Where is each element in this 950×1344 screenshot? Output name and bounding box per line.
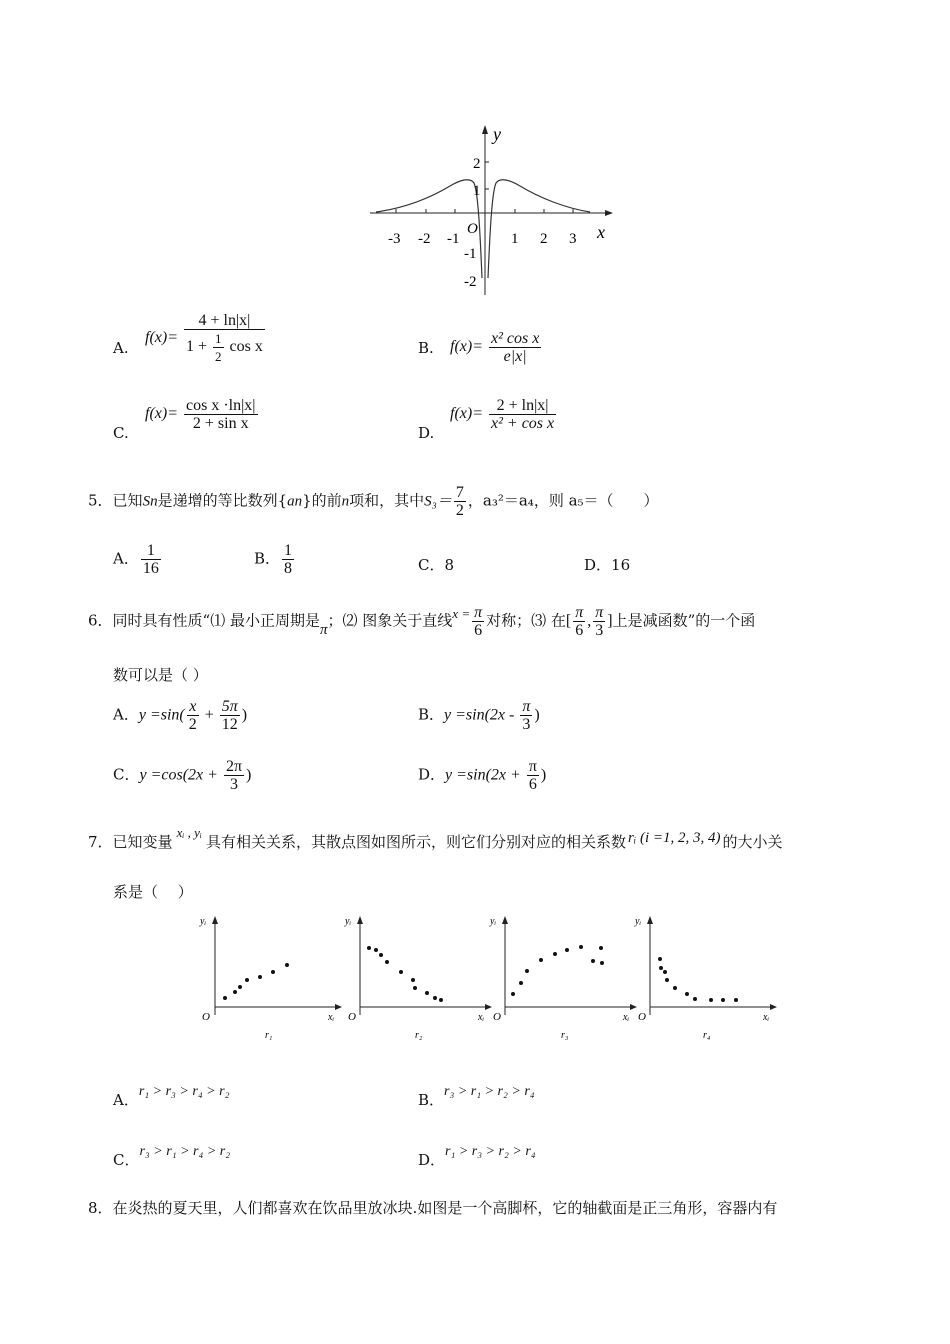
fraction: $\frac{1}{16}$ <box>142 542 159 577</box>
option-letter: B． <box>254 549 281 568</box>
numerator: x² cos x <box>491 330 540 347</box>
question-number: 7． <box>88 833 113 851</box>
option-letter: B． <box>418 705 445 724</box>
q6-option-b[interactable]: B．y =sin(2x - $\frac{\pi}{3}$ ) <box>418 698 540 733</box>
x-tick-label: 1 <box>511 231 519 247</box>
option-c[interactable] <box>113 423 129 443</box>
question-number: 6． <box>88 611 113 630</box>
denominator: 1 + $\frac{1}{2}$ cos x <box>186 331 263 364</box>
denominator: x² + cos x <box>491 415 555 432</box>
svg-text:O: O <box>638 1011 646 1023</box>
question-6-line2: 数可以是（ ） <box>113 666 208 684</box>
origin-label: O <box>467 221 478 237</box>
option-letter: D． <box>418 1151 446 1169</box>
fraction: $\frac{1}{8}$ <box>284 542 293 577</box>
option-value: r₃ > r₁ > r₂ > r₄ <box>444 1084 535 1099</box>
formula-lhs: f(x)= <box>145 405 178 423</box>
option-value: r₁ > r₃ > r₄ > r₂ <box>138 1084 230 1099</box>
svg-text:r₃: r₃ <box>561 1030 569 1041</box>
fraction <box>184 312 265 365</box>
q5-option-d[interactable] <box>584 555 630 575</box>
fraction: $\frac{5\pi}{12}$ <box>221 698 238 733</box>
function-curve <box>376 180 590 278</box>
fraction <box>489 330 541 365</box>
option-letter: D． <box>584 556 612 574</box>
question-number: 5． <box>88 491 113 510</box>
q5-option-a[interactable] <box>113 542 163 577</box>
option-letter: C． <box>113 1151 140 1169</box>
fraction: $\frac{\pi}{3}$ <box>522 698 531 733</box>
option-b-formula <box>450 330 543 365</box>
q5-option-b[interactable] <box>254 542 296 577</box>
formula-lhs: f(x)= <box>450 338 483 356</box>
q7-option-a[interactable] <box>113 1080 230 1109</box>
x-tick-label: -1 <box>447 231 460 247</box>
x-axis-label: x <box>597 222 605 242</box>
option-letter: A． <box>113 705 139 724</box>
option-letter: B. <box>418 339 434 357</box>
svg-text:yᵢ: yᵢ <box>345 916 352 927</box>
option-a[interactable] <box>113 338 129 358</box>
option-letter: C． <box>113 765 140 784</box>
svg-text:yᵢ: yᵢ <box>635 916 642 927</box>
svg-text:yᵢ: yᵢ <box>490 916 497 927</box>
y-axis-label: y <box>493 124 501 144</box>
question-7: 7．已知变量xᵢ , yᵢ具有相关关系，其散点图如图所示，则它们分别对应的相关系数 rᵢ (i =1, 2, 3, 4) 的大小关 <box>88 825 783 851</box>
option-letter: A. <box>113 339 129 357</box>
question-8: 8．在炎热的夏天里，人们都喜欢在饮品里放冰块.如图是一个高脚杯，它的轴截面是正三角形，容器内有 <box>88 1199 778 1217</box>
function-graph <box>360 120 620 305</box>
formula-lhs: f(x)= <box>145 329 178 347</box>
svg-text:O: O <box>493 1011 501 1023</box>
svg-text:xᵢ: xᵢ <box>478 1012 485 1023</box>
fraction: $\frac{\pi}{3}$ <box>595 604 604 639</box>
scatter-plot-4 <box>634 916 777 1041</box>
x-tick-label: -3 <box>388 231 401 247</box>
x-axis-arrow <box>605 210 613 216</box>
option-d-formula <box>450 397 558 432</box>
fraction: $\frac{\pi}{6}$ <box>474 604 483 639</box>
option-d[interactable] <box>418 423 434 443</box>
option-letter: A． <box>113 1091 139 1109</box>
question-6: 6．同时具有性质“⑴ 最小正周期是π；⑵ 图象关于直线x = $\frac{\pi}{6}$ 对称；⑶ 在[ $\frac{\pi}{6}$ , $\frac{\pi}{3}$ ]上是减函数”的一个函 <box>88 604 756 639</box>
x-tick-label: -2 <box>418 231 431 247</box>
option-value: 16 <box>611 556 631 574</box>
numerator: 4 + ln|x| <box>184 312 265 330</box>
formula-lhs: f(x)= <box>450 405 483 423</box>
x-tick-label: 3 <box>569 231 577 247</box>
y-axis-arrow <box>482 125 488 134</box>
question-number: 8． <box>88 1199 113 1217</box>
q6-option-a[interactable]: A．y =sin( $\frac{x}{2}$ + $\frac{5\pi}{12}$ ) <box>113 698 248 733</box>
denominator: e|x| <box>503 348 527 365</box>
question-5: 5．已知Sn是递增的等比数列{an}的前n项和，其中S₃＝ $\frac{7}{2}$ ，a₃²＝a₄，则 a₅＝（ ） <box>88 484 659 519</box>
option-letter: B． <box>418 1091 445 1109</box>
q6-option-c[interactable]: C．y =cos(2x + $\frac{2\pi}{3}$ ) <box>113 758 252 793</box>
option-letter: D. <box>418 424 435 442</box>
option-value: r₃ > r₁ > r₄ > r₂ <box>139 1144 231 1159</box>
svg-text:O: O <box>348 1011 356 1023</box>
fraction: $\frac{2\pi}{3}$ <box>225 758 243 793</box>
option-c-formula <box>145 397 260 432</box>
svg-text:r₂: r₂ <box>415 1030 423 1041</box>
fraction: $\frac{\pi}{6}$ <box>528 758 537 793</box>
svg-text:r₄: r₄ <box>703 1030 711 1041</box>
svg-text:xᵢ: xᵢ <box>763 1012 770 1023</box>
fraction <box>184 397 258 432</box>
fraction <box>489 397 556 432</box>
question-7-line2: 系是（ ） <box>113 883 193 901</box>
fraction: $\frac{7}{2}$ <box>455 484 464 519</box>
q6-option-d[interactable]: D．y =sin(2x + $\frac{\pi}{6}$ ) <box>418 758 547 793</box>
option-value: r₁ > r₃ > r₂ > r₄ <box>445 1144 536 1159</box>
scatter-plot-3 <box>489 916 637 1041</box>
numerator: cos x ·ln|x| <box>186 397 256 414</box>
q7-option-c[interactable] <box>113 1140 231 1169</box>
option-value: 8 <box>444 556 455 574</box>
y-tick-label: 1 <box>473 183 481 199</box>
svg-text:yᵢ: yᵢ <box>200 916 207 927</box>
y-tick-label: -2 <box>464 274 477 290</box>
option-a-formula <box>145 312 267 365</box>
numerator: 2 + ln|x| <box>489 397 556 415</box>
fraction: $\frac{x}{2}$ <box>188 698 197 733</box>
svg-text:r₁: r₁ <box>265 1030 273 1041</box>
option-letter: C． <box>418 556 445 574</box>
option-b[interactable] <box>418 338 434 358</box>
scatter-plot-1 <box>199 916 342 1041</box>
svg-text:O: O <box>202 1011 210 1023</box>
y-tick-label: -1 <box>464 246 477 262</box>
q5-option-c[interactable] <box>418 555 454 575</box>
q7-option-d[interactable] <box>418 1140 536 1169</box>
svg-text:xᵢ: xᵢ <box>328 1012 335 1023</box>
svg-text:xᵢ: xᵢ <box>623 1012 630 1023</box>
y-tick-label: 2 <box>473 156 481 172</box>
q7-option-b[interactable] <box>418 1080 535 1109</box>
scatter-plot-2 <box>344 916 492 1041</box>
denominator: 2 + sin x <box>192 415 249 432</box>
option-letter: A． <box>113 549 139 568</box>
option-letter: C. <box>113 424 129 442</box>
option-letter: D． <box>418 765 446 784</box>
x-tick-label: 2 <box>540 231 548 247</box>
fraction: $\frac{\pi}{6}$ <box>575 604 584 639</box>
scatter-plots <box>195 910 785 1045</box>
